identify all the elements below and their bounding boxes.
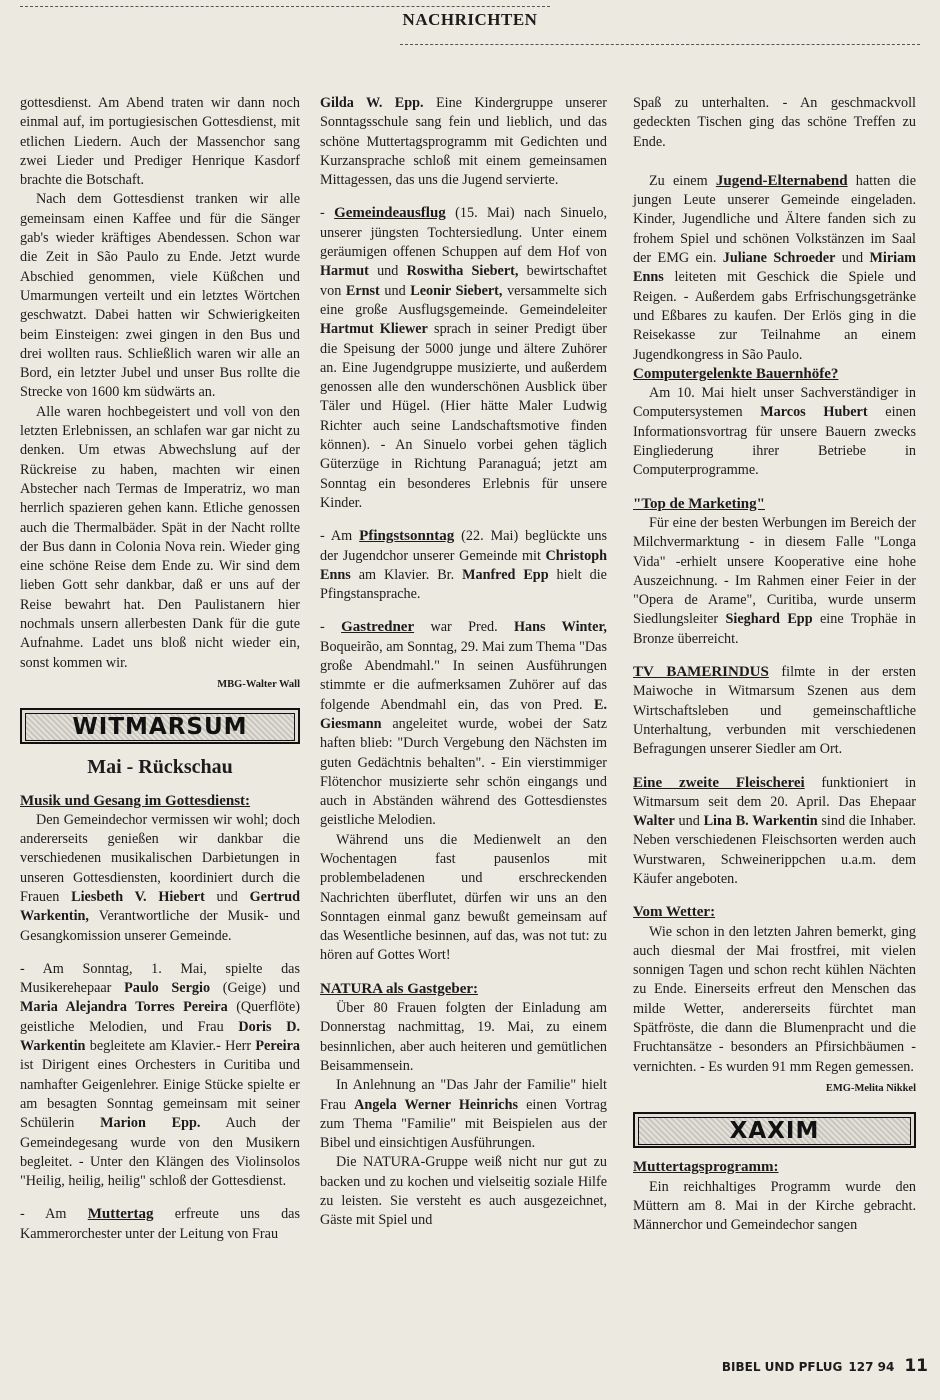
paragraph: TV BAMERINDUS filmte in der ersten Maiwoche in Witmarsum Szenen aus dem Wirtschaftsleben und gemeinschaftliche Unterhaltung, verbunden mit verschiedenen Befragungen unserer Siedler am Ort. bbox=[633, 664, 916, 758]
paragraph: Während uns die Medienwelt an den Wochentagen fast pausenlos mit problembeladenen und erschreckenden Nachrichten überflutet, dürfen wir uns an den Sonntagen einmal ganz bewußt gemeinsam auf das Wesentliche besinnen, auf das, was not tut: zu hören auf Gottes Wort! bbox=[320, 831, 607, 964]
paragraph: Gilda W. Epp. Eine Kindergruppe unserer Sonntagsschule sang fein und lieblich, und das schöne Muttertagsprogramm mit Gedichten und Kurzansprache schloß mit einem gemeinsamen Mittagessen, das uns die Jugend servierte. bbox=[320, 95, 607, 189]
header-rule bbox=[400, 44, 920, 45]
inline-heading: TV BAMERINDUS bbox=[633, 664, 769, 681]
author-signature: MBG-Walter Wall bbox=[217, 678, 300, 690]
magazine-name: BIBEL UND PFLUG bbox=[721, 1360, 843, 1374]
paragraph: gottesdienst. Am Abend traten wir dann noch einmal auf, im portugiesischen Gottesdienst, mit etlichen Liedern. Auch der Massenchor sang zwei Lieder und Prediger Henrique Kasdorf brachte die Botschaft. bbox=[20, 95, 300, 189]
issue-number: 127 94 bbox=[848, 1360, 895, 1374]
paragraph: Nach dem Gottesdienst tranken wir alle gemeinsam einen Kaffee und für die Sänger gab's wieder kräftiges Abendessen. Schon war die Zeit in São Paulo zu Ende. Jetzt wurde Abschied genommen, viele Küßchen und Umarmungen verteilt und ein letztes Wörtchen geschwatzt. Dabei hatten wir Schwierigkeiten beim Einsteigen: zwei gingen in den Bus und drei wollten raus. Schließlich waren wir alle an Bord, ein letzter Jubel und unser Bus rollte die Strecke von 1600 km südwärts an. bbox=[20, 191, 300, 401]
paragraph: Wie schon in den letzten Jahren bemerkt, ging auch diesmal der Mai frostfrei, mit vielen sonnigen Tagen und schon recht kühlen Nächten zu Ende. Einerseits erfreut den Menschen das milde Wetter, andererseits fürchtet man Spätfröste, die dann die Blumenpracht und die Fruchtansätze - besonders an Pfirsichbäumen - vernichten. - Es wurden 91 mm Regen gemessen. bbox=[633, 923, 916, 1075]
banner-label: WITMARSUM bbox=[25, 713, 295, 741]
paragraph: Den Gemeindechor vermissen wir wohl; doch andererseits genießen wir dankbar die verschiedenen musikalischen Darbietungen in unseren Gottesdiensten, koordiniert durch die Frauen Liesbeth V. Hiebert und Gertrud Warkentin, Verantwortliche der Musik- und Gesangkomission unserer Gemeinde. bbox=[20, 811, 301, 944]
paragraph: Spaß zu unterhalten. - An geschmackvoll gedeckten Tischen ging das schöne Treffen zu Ende. bbox=[633, 95, 916, 150]
article-heading: NATURA als Gastgeber: bbox=[320, 980, 479, 997]
paragraph: Am 10. Mai hielt unser Sachverständiger in Computersystemen Marcos Hubert einen Informationsvortrag für unsere Bauern zwecks Eingliederung ihrer Betriebe in Computerprogramme. bbox=[633, 385, 916, 479]
inline-heading: Muttertag bbox=[87, 1206, 154, 1223]
inline-heading: Jugend-Elternabend bbox=[715, 172, 848, 189]
banner-label: XAXIM bbox=[638, 1117, 911, 1145]
article-heading: "Top de Marketing" bbox=[633, 495, 765, 512]
paragraph: - Gastredner war Pred. Hans Winter, Boqueirão, am Sonntag, 29. Mai zum Thema "Das große Abendmahl." In seinen Ausführungen stimmte er die aufmerksamen Zuhörer auf das folgende Abendmahl ein, das von Pred. E. Giesmann angeleitet wurde, wobei der Satz haften blieb: "Durch Vergebung den Nächsten im guten Gedächtnis behalten". - Ein vierstimmiger Flötenchor musizierte sehr schön eingangs und auch in Abständen während des Gottesdienstes geistliche Melodien. bbox=[320, 619, 607, 829]
paragraph: In Anlehnung an "Das Jahr der Familie" hielt Frau Angela Werner Heinrichs einen Vortrag zum Thema "Familie" mit Beispielen aus der Bibel und einsichtigen Ausführungen. bbox=[320, 1077, 607, 1152]
page-footer bbox=[722, 1356, 928, 1376]
section-subtitle: Mai - Rückschau bbox=[87, 756, 233, 779]
article-heading: Vom Wetter: bbox=[633, 904, 716, 921]
inline-heading: Gemeindeausflug bbox=[334, 205, 446, 222]
paragraph: - Gemeindeausflug (15. Mai) nach Sinuelo, unserer jüngsten Tochtersiedlung. Unter einem geräumigen offenen Schuppen auf dem Hof von Harmut und Roswitha Siebert, bewirtschaftet von Ernst und Leonir Siebert, versammelte sich eine große Ausflugsgemeinde. Gemeindeleiter Hartmut Kliewer sprach in seiner Predigt über die Speisung der 5000 junge und ältere Zuhörer an. Eine Jugendgruppe musizierte, und außerdem genossen alle den wunderschönen Ausblick über Täler und Hügel. (Hier hätte Maler Ludwig Richter auch seine Landschaftsmotive finden können). - An Sinuelo vorbei gehen täglich Güterzüge in Richtung Paranaguá; jetzt am Sonntag ein besonderes Erlebnis für unsere Kinder. bbox=[320, 205, 608, 511]
section-banner bbox=[20, 708, 300, 744]
paragraph: Die NATURA-Gruppe weiß nicht nur gut zu backen und zu kochen und vielseitig soziale Hilfe zu leisten. Sie versteht es auch ausgezeichnet, Gäste mit Spiel und bbox=[320, 1154, 607, 1229]
paragraph: Eine zweite Fleischerei funktioniert in Witmarsum seit dem 20. April. Das Ehepaar Walter und Lina B. Warkentin sind die Inhaber. Neben verschiedenen Fleischsorten werden auch Wurstwaren, Schweinerippchen u.a.m. dem Käufer angeboten. bbox=[633, 774, 916, 887]
column-1 bbox=[20, 94, 300, 1244]
article-heading: Muttertagsprogramm: bbox=[633, 1159, 779, 1176]
paragraph: - Am Pfingstsonntag (22. Mai) beglückte uns der Jugendchor unserer Gemeinde mit Christoph Enns am Klavier. Br. Manfred Epp hielt die Pfingstansprache. bbox=[320, 528, 607, 603]
paragraph: Zu einem Jugend-Elternabend hatten die jungen Leute unserer Gemeinde eingeladen. Kinder, Jugendliche und Ältere fanden sich zu frohem Spiel und schönen Volkstänzen im Saal der EMG ein. Juliane Schroeder und Miriam Enns leiteten mit Geschick die Spiele und Reigen. - Außerdem gabs Erfrischungsgetränke und Eßbares zu kaufen. Der Erlös ging in die Reisekasse zur Teilnahme an einem Jugendkongress in São Paulo. bbox=[633, 172, 916, 363]
inline-heading: Pfingstsonntag bbox=[359, 528, 455, 545]
section-banner bbox=[633, 1112, 916, 1148]
inline-heading: Gastredner bbox=[341, 619, 415, 636]
inline-heading: Eine zweite Fleischerei bbox=[633, 774, 805, 791]
paragraph: Über 80 Frauen folgten der Einladung am Donnerstag nachmittag, 19. Mai, zu einem besinnlichen, aber auch heiteren und gemütlichen Beisammensein. bbox=[320, 1000, 607, 1074]
article-heading: Musik und Gesang im Gottesdienst: bbox=[20, 792, 251, 809]
article-heading: Computergelenkte Bauernhöfe? bbox=[633, 365, 839, 382]
paragraph: Alle waren hochbegeistert und voll von den letzten Erlebnissen, an schlafen war gar nicht zu denken. Um etwas Abwechslung auf der Rückreise zu haben, machten wir einen Abstecher nach Termas de Imperatriz, wo man herrlich spazieren gehen kann. Etliche genossen auch die Thermalbäder. Spät in der Nacht rollte der Bus dann in Colonia Nova rein. Wieder ging eine schöne Reise dem Ende zu. Wir sind dem lieben Gott sehr dankbar, daß er uns auf der Reise bewahrt hat. Den Paulistanern hier nochmals unsern allerbesten Dank für die gute Aufnahme. Ladet uns bloß nicht wieder ein, sonst kommen wir. bbox=[20, 403, 300, 671]
column-2 bbox=[320, 94, 607, 1231]
top-rule bbox=[20, 6, 550, 7]
page-number: 11 bbox=[904, 1356, 928, 1376]
paragraph: Ein reichhaltiges Programm wurde den Müttern am 8. Mai in der Kirche gebracht. Männerchor und Gemeindechor sangen bbox=[633, 1178, 916, 1234]
author-signature: EMG-Melita Nikkel bbox=[825, 1082, 916, 1094]
paragraph: - Am Muttertag erfreute uns das Kammerorchester unter der Leitung von Frau bbox=[20, 1206, 300, 1242]
section-header: NACHRICHTEN bbox=[402, 10, 538, 29]
paragraph: Für eine der besten Werbungen im Bereich der Milchvermarktung - in diesem Falle "Longa Vida" -erhielt unsere Kooperative eine hohe Auszeichnung. - Im Rahmen einer Feier in der "Opera de Arame", Curitiba, wurde unserm Siedlungsleiter Sieghard Epp eine Trophäe in Bronze überreicht. bbox=[633, 514, 916, 647]
column-3 bbox=[633, 94, 916, 1235]
paragraph: - Am Sonntag, 1. Mai, spielte das Musikerehepaar Paulo Sergio (Geige) und Maria Alejandra Torres Pereira (Querflöte) geistliche Melodien, und Frau Doris D. Warkentin begleitete am Klavier.- Herr Pereira ist Dirigent eines Orchesters in Curitiba und namhafter Geigenlehrer. Einige Stücke spielte er am besagten Sonntag gemeinsam mit seiner Schülerin Marion Epp. Auch der Gemeindegesang wurde von den Musikern begleitet. - Unter den Klängen des Violinsolos "Heilig, heilig, heilig" schloß der Gottesdienst. bbox=[20, 960, 301, 1190]
